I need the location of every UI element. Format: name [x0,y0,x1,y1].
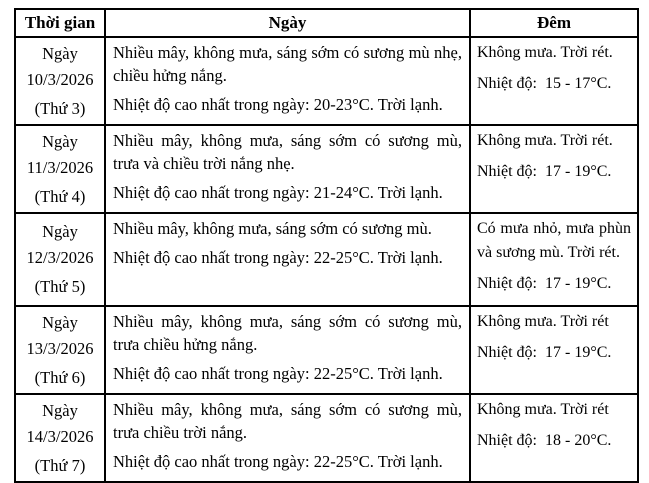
header-day: Ngày [105,9,470,37]
day-temperature-text: Nhiệt độ cao nhất trong ngày: 22-25°C. Trời lạnh. [113,452,443,471]
date-value: 11/3/2026 [26,157,94,177]
date-value: 14/3/2026 [26,426,94,446]
weekday-label: (Thứ 7) [34,455,86,475]
header-time: Thời gian [15,9,105,37]
day-forecast-text: Nhiều mây, không mưa, sáng sớm có sương mù, trưa chiều trời nắng. [113,400,462,442]
date-label: Ngày [42,43,78,63]
night-forecast-cell [470,306,638,394]
day-forecast-cell [105,306,470,394]
date-label: Ngày [42,222,78,241]
night-forecast-cell [470,125,638,213]
date-cell [15,37,105,125]
night-forecast-cell [470,37,638,125]
day-temperature-text: Nhiệt độ cao nhất trong ngày: 22-25°C. Trời lạnh. [113,364,443,383]
day-forecast-text: Nhiều mây, không mưa, sáng sớm có sương mù, trưa và chiều trời nắng nhẹ. [113,131,462,173]
date-value: 13/3/2026 [26,338,94,358]
night-temperature-text: Nhiệt độ: 18 - 20°C. [477,432,612,449]
table-row [15,37,638,125]
date-label: Ngày [42,312,78,332]
date-cell [15,125,105,213]
day-forecast-cell [105,213,470,306]
night-forecast-text: Có mưa nhỏ, mưa phùn và sương mù. Trời rét. [477,220,631,261]
table-row [15,213,638,306]
date-value: 12/3/2026 [26,248,94,267]
weather-forecast-table [14,8,639,483]
day-forecast-cell [105,394,470,482]
table-header-row [15,9,638,37]
day-forecast-text: Nhiều mây, không mưa, sáng sớm có sương mù nhẹ, chiều hửng nắng. [113,43,462,85]
night-forecast-text: Không mưa. Trời rét. [477,44,613,61]
weekday-label: (Thứ 3) [34,98,86,118]
night-temperature-text: Nhiệt độ: 17 - 19°C. [477,163,612,180]
date-cell [15,306,105,394]
night-forecast-text: Không mưa. Trời rét [477,401,609,418]
night-forecast-cell [470,213,638,306]
day-forecast-cell [105,125,470,213]
day-temperature-text: Nhiệt độ cao nhất trong ngày: 20-23°C. Trời lạnh. [113,95,443,114]
day-forecast-cell [105,37,470,125]
night-forecast-text: Không mưa. Trời rét [477,313,609,330]
date-cell [15,213,105,306]
table-row [15,394,638,482]
table-row [15,306,638,394]
date-label: Ngày [42,131,78,151]
weekday-label: (Thứ 5) [34,277,86,296]
date-cell [15,394,105,482]
day-forecast-text: Nhiều mây, không mưa, sáng sớm có sương mù. [113,219,432,238]
night-forecast-cell [470,394,638,482]
day-temperature-text: Nhiệt độ cao nhất trong ngày: 21-24°C. Trời lạnh. [113,183,443,202]
night-temperature-text: Nhiệt độ: 17 - 19°C. [477,344,612,361]
night-temperature-text: Nhiệt độ: 15 - 17°C. [477,75,612,92]
table-row [15,125,638,213]
night-forecast-text: Không mưa. Trời rét. [477,132,613,149]
weekday-label: (Thứ 4) [34,186,86,206]
night-temperature-text: Nhiệt độ: 17 - 19°C. [477,275,612,292]
day-temperature-text: Nhiệt độ cao nhất trong ngày: 22-25°C. Trời lạnh. [113,248,443,267]
date-value: 10/3/2026 [26,69,94,89]
date-label: Ngày [42,400,78,420]
day-forecast-text: Nhiều mây, không mưa, sáng sớm có sương mù, trưa chiều hửng nắng. [113,312,462,354]
header-night: Đêm [470,9,638,37]
weekday-label: (Thứ 6) [34,367,86,387]
